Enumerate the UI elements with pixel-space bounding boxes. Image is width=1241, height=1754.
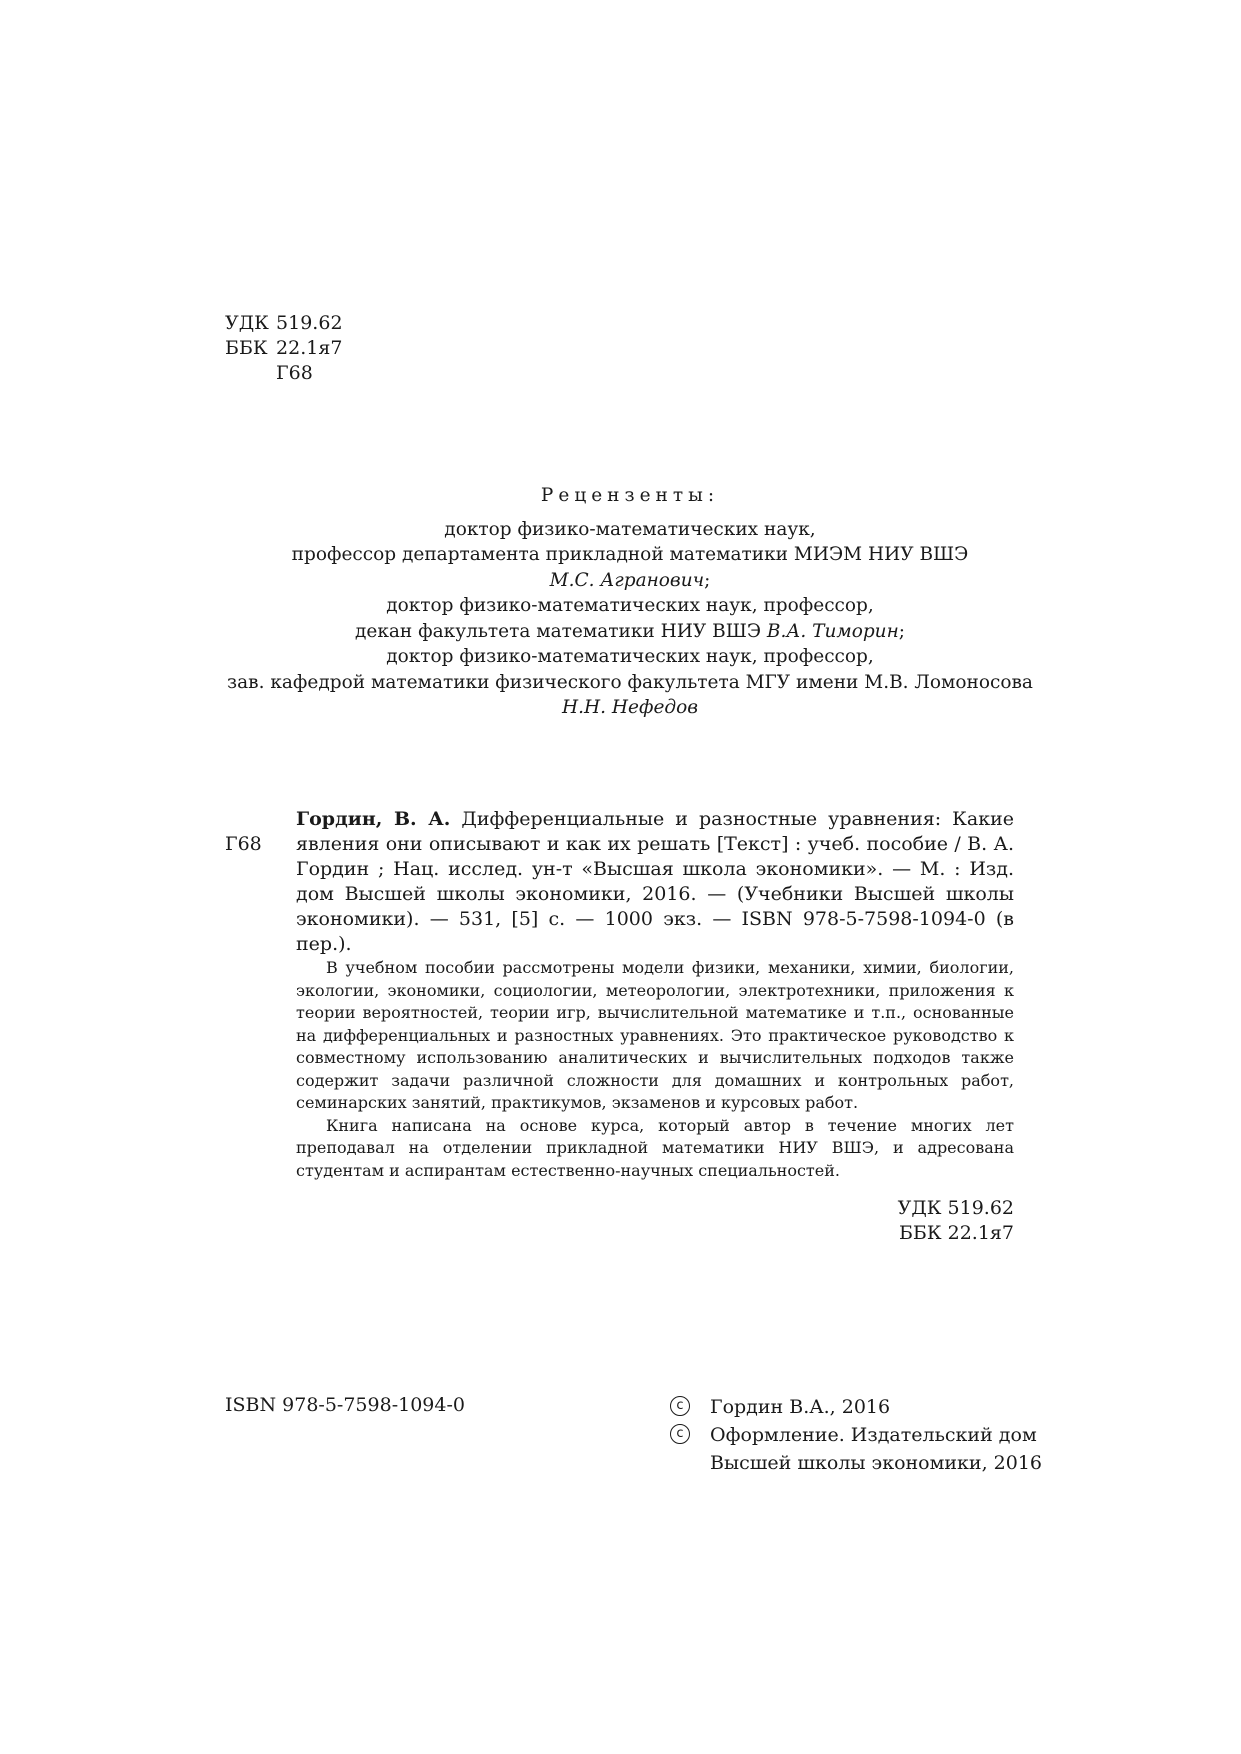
reviewer-line: профессор департамента прикладной математики МИЭМ НИУ ВШЭ	[291, 544, 969, 565]
bibliographic-entry	[296, 807, 1014, 957]
udk-row	[225, 311, 343, 336]
reviewers-heading: Рецензенты:	[540, 485, 720, 506]
copyright-icon: c	[670, 1396, 690, 1416]
reviewers-block	[180, 483, 1080, 721]
classification-codes-bottom	[898, 1196, 1014, 1246]
reviewer-line: доктор физико-математических наук,	[444, 518, 816, 540]
reviewer-line: доктор физико-математических наук, профессор,	[386, 595, 874, 616]
copyright-block	[670, 1393, 1042, 1477]
biblio-text: Дифференциальные и разностные уравнения: Какие явления они описывают и как их решать [Текст] : учеб. пособие / В. А. Гордин ; Нац. исслед. ун-т «Высшая школа экономики». — М. : Изд. дом Высшей школы экономики, 2016. — (Учебники Высшей школы экономики). — 531, [5] с. — 1000 экз. — ISBN 978-5-7598-1094-0 (в пер.).	[296, 808, 1014, 955]
biblio-author: Гордин, В. А.	[296, 808, 451, 830]
classification-codes	[225, 311, 343, 386]
annotation-paragraph: Книга написана на основе курса, который автор в течение многих лет преподавал на отделении прикладной математики НИУ ВШЭ, и адресована студентам и аспирантам естественно-научных специальностей.	[296, 1115, 1014, 1180]
reviewer-line: декан факультета математики НИУ ВШЭ В.А. Тиморин;	[354, 620, 906, 642]
udk-label: УДК	[225, 312, 269, 334]
reviewer-name: М.С. Агранович	[549, 569, 705, 591]
reviewer-name: В.А. Тиморин	[766, 620, 899, 642]
annotation-paragraph: В учебном пособии рассмотрены модели физики, механики, химии, биологии, экологии, экономики, социологии, метеорологии, электротехники, приложения к теории вероятностей, теории игр, вычислительной математике и т.п., основанные на дифференциальных и разностных уравнениях. Это практическое руководство к совместному использованию аналитических и вычислительных подходов также содержит задачи различной сложности для домашних и контрольных работ, семинарских занятий, практикумов, экзаменов и курсовых работ.	[296, 958, 1014, 1112]
copyright-icon: c	[670, 1424, 690, 1444]
author-mark-row	[225, 361, 343, 386]
bbk-bottom: ББК 22.1я7	[898, 1222, 1014, 1244]
udk-value: 519.62	[276, 312, 343, 334]
author-mark: Г68	[276, 362, 313, 384]
reviewer-line: доктор физико-математических наук, профессор,	[386, 646, 874, 667]
annotation	[296, 957, 1014, 1182]
bbk-row	[225, 336, 343, 361]
copyright-design: c Оформление. Издательский дом Высшей школы экономики, 2016	[670, 1421, 1042, 1477]
reviewer-line	[180, 695, 1080, 721]
reviewer-name: Н.Н. Нефедов	[561, 697, 699, 718]
bbk-value: 22.1я7	[276, 337, 343, 359]
copyright-author: c Гордин В.А., 2016	[670, 1393, 1042, 1421]
isbn: ISBN 978-5-7598-1094-0	[225, 1394, 465, 1416]
reviewer-line: М.С. Агранович;	[549, 569, 711, 591]
reviewer-line: зав. кафедрой математики физического факультета МГУ имени М.В. Ломоносова	[227, 671, 1033, 693]
biblio-author-mark: Г68	[225, 833, 262, 855]
udk-bottom: УДК 519.62	[897, 1197, 1014, 1219]
bbk-label: ББК	[225, 337, 268, 359]
